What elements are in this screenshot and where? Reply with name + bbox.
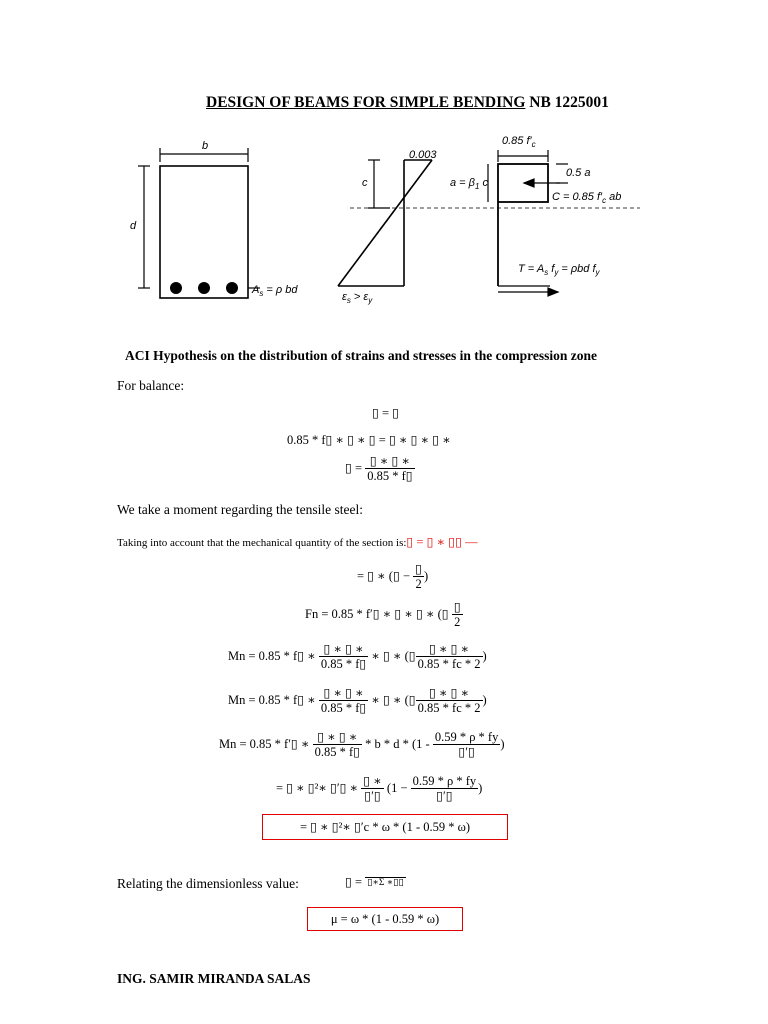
label-C: C = 0.85 $f'_c$ ab — [552, 191, 622, 205]
label-half-a: 0.5 a — [566, 167, 591, 179]
section-heading: ACI Hypothesis on the distribution of strains and stresses in the compression zone — [125, 348, 598, 363]
rebar-group — [170, 282, 238, 294]
page-title — [206, 94, 609, 112]
label-a: $a = \beta_1$ c — [450, 177, 488, 191]
mechanical-text: Taking into account that the mechanical quantity of the section is: — [117, 537, 407, 549]
beam-figure — [120, 128, 640, 318]
equation-9: = ▯ ∗ ▯²∗ ▯′▯ ∗ $\frac{▯ ∗}{▯'▯}$ (1 − $\frac{0.59 * \rho * fy}{▯'▯}$ ) — [276, 774, 483, 804]
equation-11: ▯ = ▯∗Σ ∗▯▯ — [345, 875, 404, 889]
label-d: d — [130, 220, 137, 232]
equation-3: ▯ = $\frac{▯ ∗ ▯ ∗}{0.85 * f▯}$ — [345, 454, 413, 484]
label-as: $A_s = \rho$ bd — [252, 284, 298, 298]
equation-2: 0.85 * f▯ ∗ ▯ ∗ ▯ = ▯ ∗ ▯ ∗ ▯ ∗ — [287, 433, 451, 447]
equation-5: Fn = 0.85 * f′▯ ∗ ▯ ∗ ▯ ∗ (▯ $\frac{▯}{2}$ — [305, 600, 461, 630]
equation-1: ▯ = ▯ — [372, 406, 400, 420]
equation-10-boxed: = ▯ ∗ ▯²∗ ▯′c * ω * (1 - 0.59 * ω) — [262, 814, 508, 840]
equation-7: Mn = 0.85 * f▯ ∗ $\frac{▯ ∗ ▯ ∗}{0.85 * f▯}$ ∗ ▯ ∗ (▯ $\frac{▯ ∗ ▯ ∗}{0.85 * fc * 2}$ ) — [228, 686, 487, 716]
equation-6: Mn = 0.85 * f▯ ∗ $\frac{▯ ∗ ▯ ∗}{0.85 * f▯}$ ∗ ▯ ∗ (▯ $\frac{▯ ∗ ▯ ∗}{0.85 * fc * 2}$ ) — [228, 642, 487, 672]
label-strain-top: 0.003 — [409, 149, 437, 161]
author-footer: ING. SAMIR MIRANDA SALAS — [117, 971, 311, 986]
equation-12-boxed: μ = ω * (1 - 0.59 * ω) — [307, 907, 463, 931]
beam-section-rect — [160, 166, 248, 298]
equation-4: = ▯ ∗ (▯ − $\frac{▯}{2}$ ) — [357, 562, 429, 592]
mechanical-quantity-line — [117, 533, 478, 551]
equation-8: Mn = 0.85 * f′▯ ∗ $\frac{▯ ∗ ▯ ∗}{0.85 * f▯}$ * b * d * (1 - $\frac{0.59 * \rho * fy}{▯'▯}$ ) — [219, 730, 505, 760]
moment-text: We take a moment regarding the tensile steel: — [117, 502, 363, 517]
for-balance-text: For balance: — [117, 378, 185, 393]
label-085fc: 0.85 $f'_c$ — [502, 135, 536, 149]
mechanical-formula: ▯ = ▯ ∗ ▯▯ — — [406, 535, 478, 549]
label-T: $T = A_s$ $f_y = \rho bd$ $f_y$ — [518, 263, 600, 277]
relating-text: Relating the dimensionless value: — [117, 876, 299, 891]
title-main: DESIGN OF BEAMS FOR SIMPLE BENDING — [206, 94, 526, 111]
title-code: NB 1225001 — [529, 94, 609, 111]
label-b: b — [202, 140, 209, 152]
label-eps: $\varepsilon_s > \varepsilon_y$ — [342, 291, 373, 305]
label-c: c — [362, 177, 368, 189]
